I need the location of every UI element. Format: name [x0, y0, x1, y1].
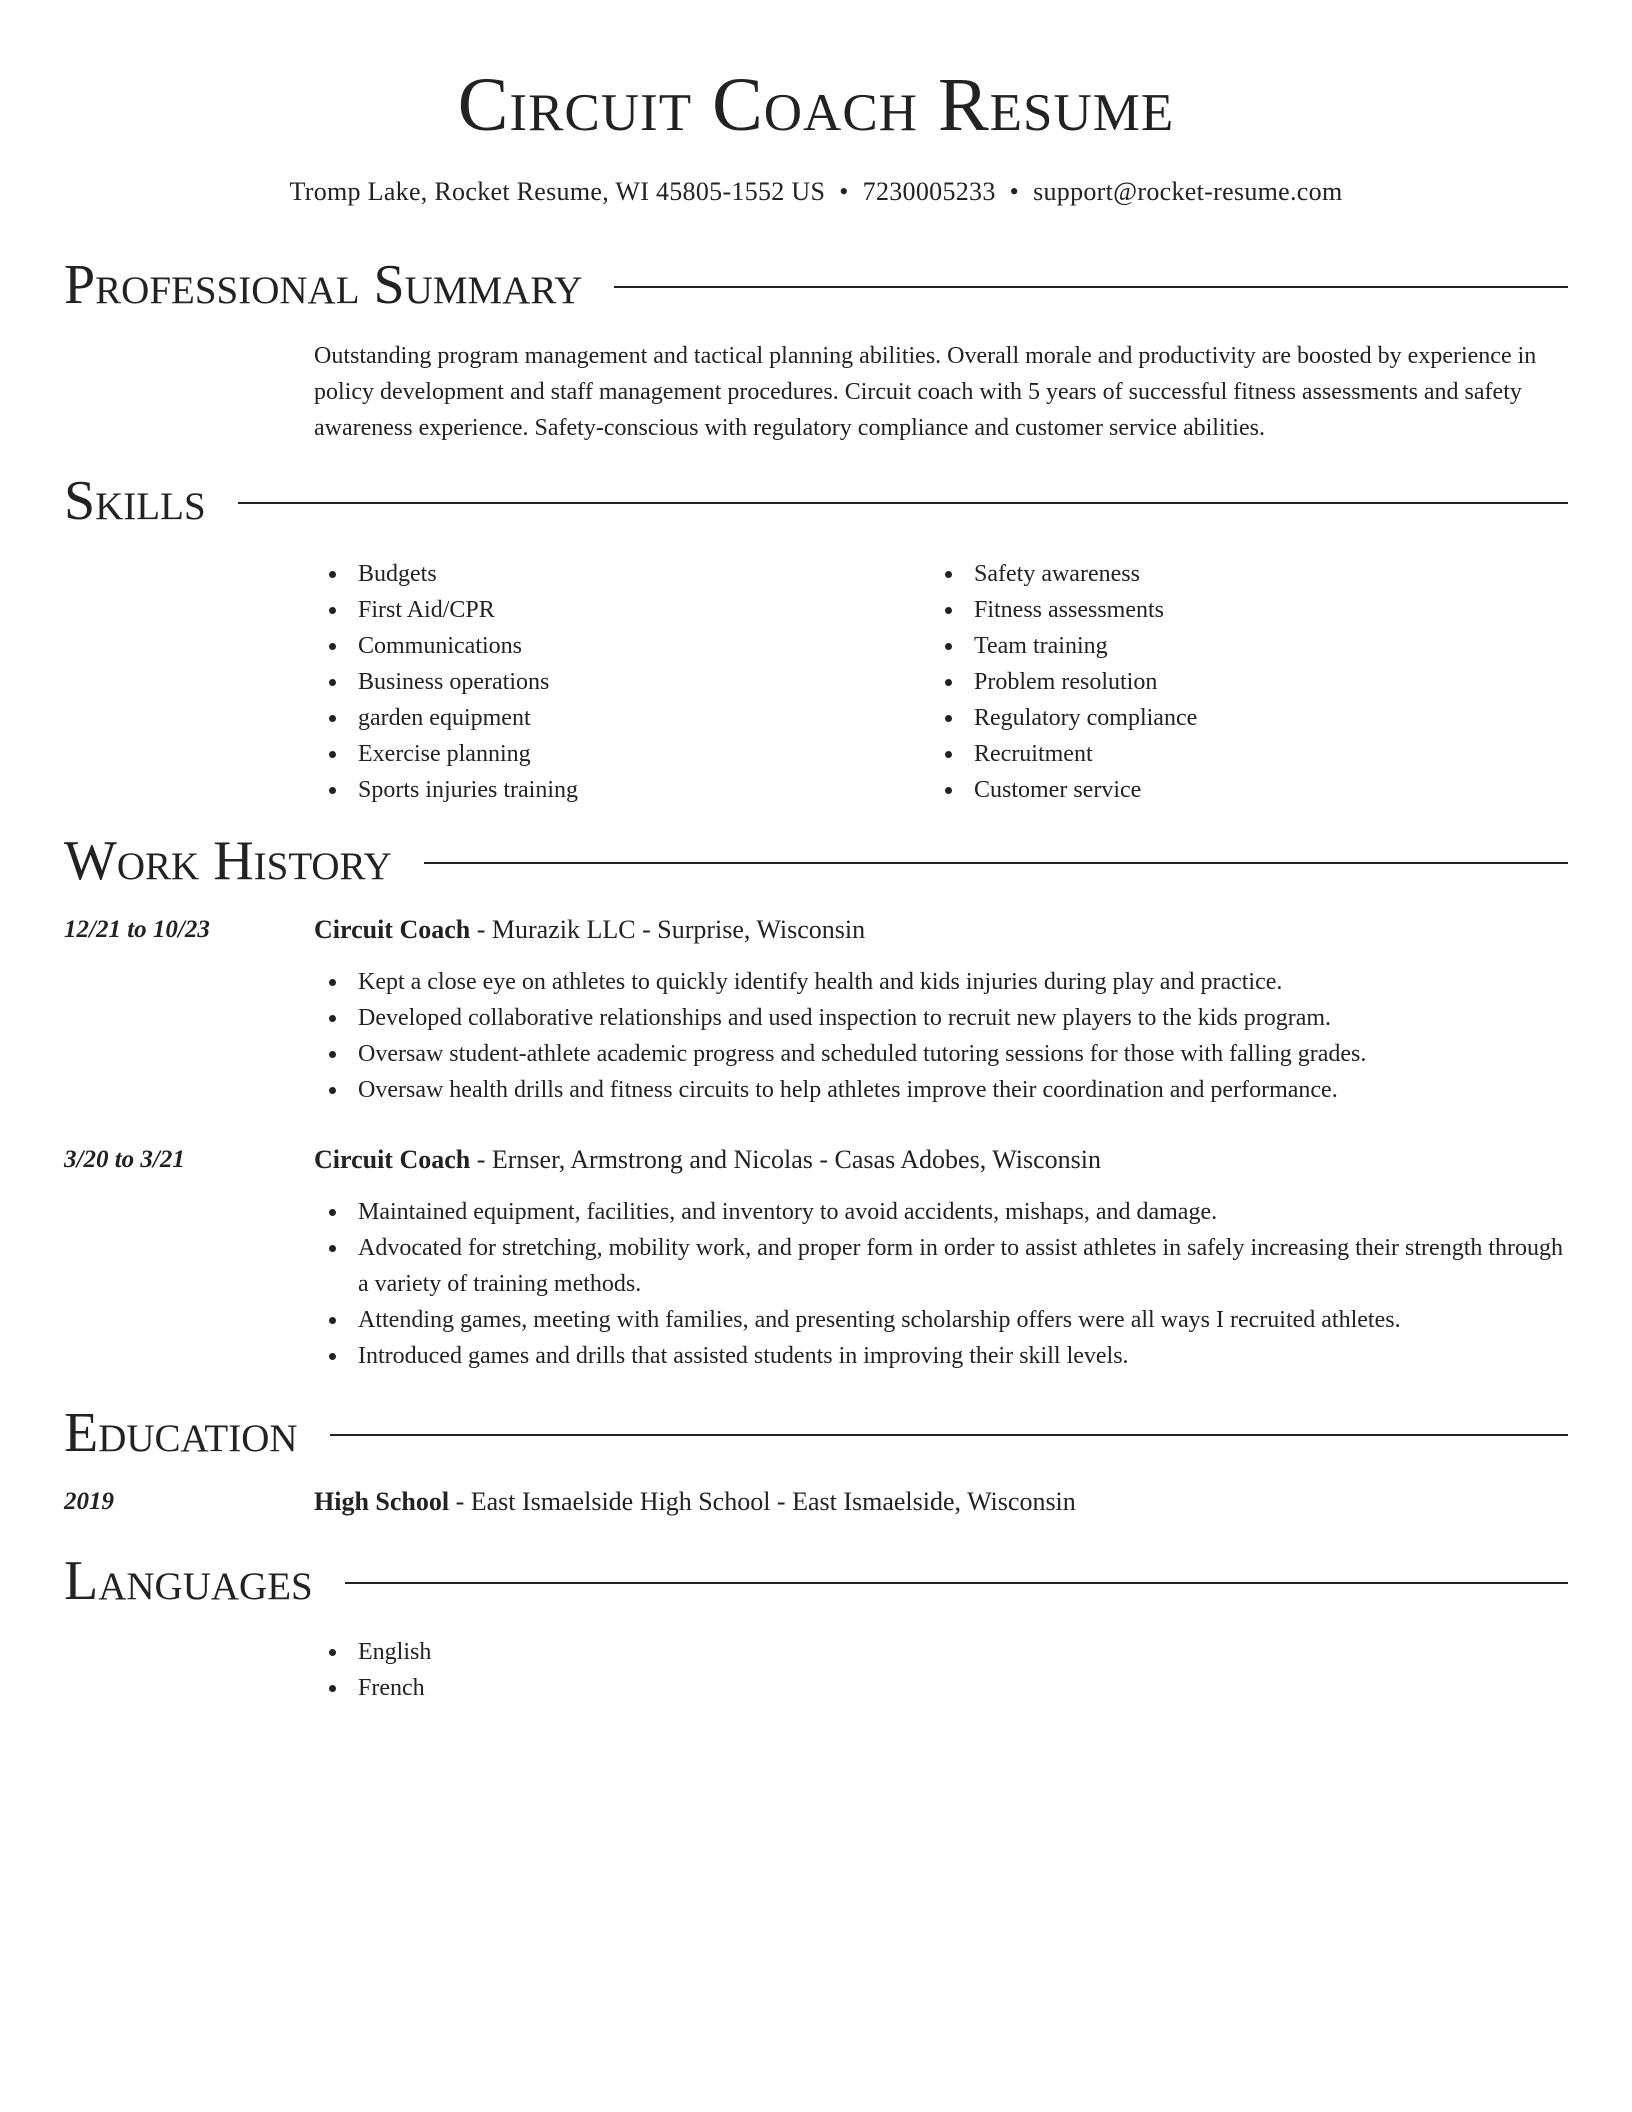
- section-divider: [330, 1434, 1568, 1436]
- section-title-skills: Skills: [64, 470, 206, 532]
- section-divider: [424, 862, 1568, 864]
- section-divider: [614, 286, 1568, 288]
- education-details: - East Ismaelside High School - East Ismaelside, Wisconsin: [449, 1487, 1076, 1516]
- skill-item: Fitness assessments: [930, 592, 1568, 628]
- job-details: - Ernser, Armstrong and Nicolas - Casas Adobes, Wisconsin: [470, 1145, 1101, 1174]
- contact-phone: 7230005233: [862, 177, 996, 206]
- skill-item: Regulatory compliance: [930, 700, 1568, 736]
- skills-list-left: [314, 556, 930, 808]
- skill-item: garden equipment: [314, 700, 930, 736]
- job-bullets: [314, 1194, 1568, 1374]
- contact-address: Tromp Lake, Rocket Resume, WI 45805-1552 US: [289, 177, 826, 206]
- section-title-summary: Professional Summary: [64, 254, 583, 316]
- language-item: French: [314, 1670, 1568, 1706]
- section-header-summary: [64, 252, 1568, 318]
- education-year: 2019: [64, 1488, 114, 1515]
- language-item: English: [314, 1634, 1568, 1670]
- job-bullet: Introduced games and drills that assisted students in improving their skill levels.: [314, 1338, 1568, 1374]
- section-header-languages: [64, 1548, 1568, 1614]
- job-title-line: [314, 912, 1568, 948]
- job-bullet: Maintained equipment, facilities, and inventory to avoid accidents, mishaps, and damage.: [314, 1194, 1568, 1230]
- contact-separator: •: [1009, 177, 1020, 206]
- section-divider: [345, 1582, 1568, 1584]
- job-title-line: [314, 1142, 1568, 1178]
- skill-item: Team training: [930, 628, 1568, 664]
- resume-name: Circuit Coach Resume: [457, 63, 1175, 147]
- skill-item: Communications: [314, 628, 930, 664]
- job-bullets: [314, 964, 1568, 1108]
- job-bullet: Advocated for stretching, mobility work, and proper form in order to assist athletes in safely increasing their strength through a variety of training methods.: [314, 1230, 1568, 1302]
- section-header-education: [64, 1400, 1568, 1466]
- languages-list: [314, 1634, 1568, 1706]
- contact-email: support@rocket-resume.com: [1033, 177, 1343, 206]
- job-bullet: Oversaw student-athlete academic progress and scheduled tutoring sessions for those with falling grades.: [314, 1036, 1568, 1072]
- skill-item: Customer service: [930, 772, 1568, 808]
- skill-item: Budgets: [314, 556, 930, 592]
- education-line: [314, 1484, 1568, 1520]
- contact-separator: •: [839, 177, 849, 206]
- section-header-skills: [64, 468, 1568, 534]
- skill-item: Recruitment: [930, 736, 1568, 772]
- job-bullet: Kept a close eye on athletes to quickly identify health and kids injuries during play and practice.: [314, 964, 1568, 1000]
- skill-item: Problem resolution: [930, 664, 1568, 700]
- education-degree: High School: [314, 1487, 450, 1516]
- summary-text: Outstanding program management and tactical planning abilities. Overall morale and productivity are boosted by experience in policy development and staff management procedures. Circuit coach with 5 years of successful fitness assessments and safety awareness experience. Safety-conscious with regulatory compliance and customer service abilities.: [314, 343, 1537, 441]
- job-bullet: Oversaw health drills and fitness circuits to help athletes improve their coordination and performance.: [314, 1072, 1568, 1108]
- skill-item: Business operations: [314, 664, 930, 700]
- job-role: Circuit Coach: [314, 1145, 471, 1174]
- skill-item: Sports injuries training: [314, 772, 930, 808]
- job-dates: 3/20 to 3/21: [64, 1146, 185, 1173]
- skill-item: Exercise planning: [314, 736, 930, 772]
- section-header-work: [64, 828, 1568, 894]
- summary-block: [314, 338, 1568, 446]
- section-title-education: Education: [64, 1402, 298, 1464]
- job-bullet: Attending games, meeting with families, and presenting scholarship offers were all ways I recruited athletes.: [314, 1302, 1568, 1338]
- contact-line: [64, 172, 1568, 212]
- job-bullet: Developed collaborative relationships and used inspection to recruit new players to the kids program.: [314, 1000, 1568, 1036]
- section-title-work: Work History: [64, 830, 392, 892]
- skill-item: First Aid/CPR: [314, 592, 930, 628]
- section-divider: [238, 502, 1568, 504]
- job-role: Circuit Coach: [314, 915, 471, 944]
- skills-list-right: [930, 556, 1568, 808]
- skill-item: Safety awareness: [930, 556, 1568, 592]
- job-details: - Murazik LLC - Surprise, Wisconsin: [470, 915, 866, 944]
- job-dates: 12/21 to 10/23: [64, 916, 210, 943]
- section-title-languages: Languages: [64, 1550, 313, 1612]
